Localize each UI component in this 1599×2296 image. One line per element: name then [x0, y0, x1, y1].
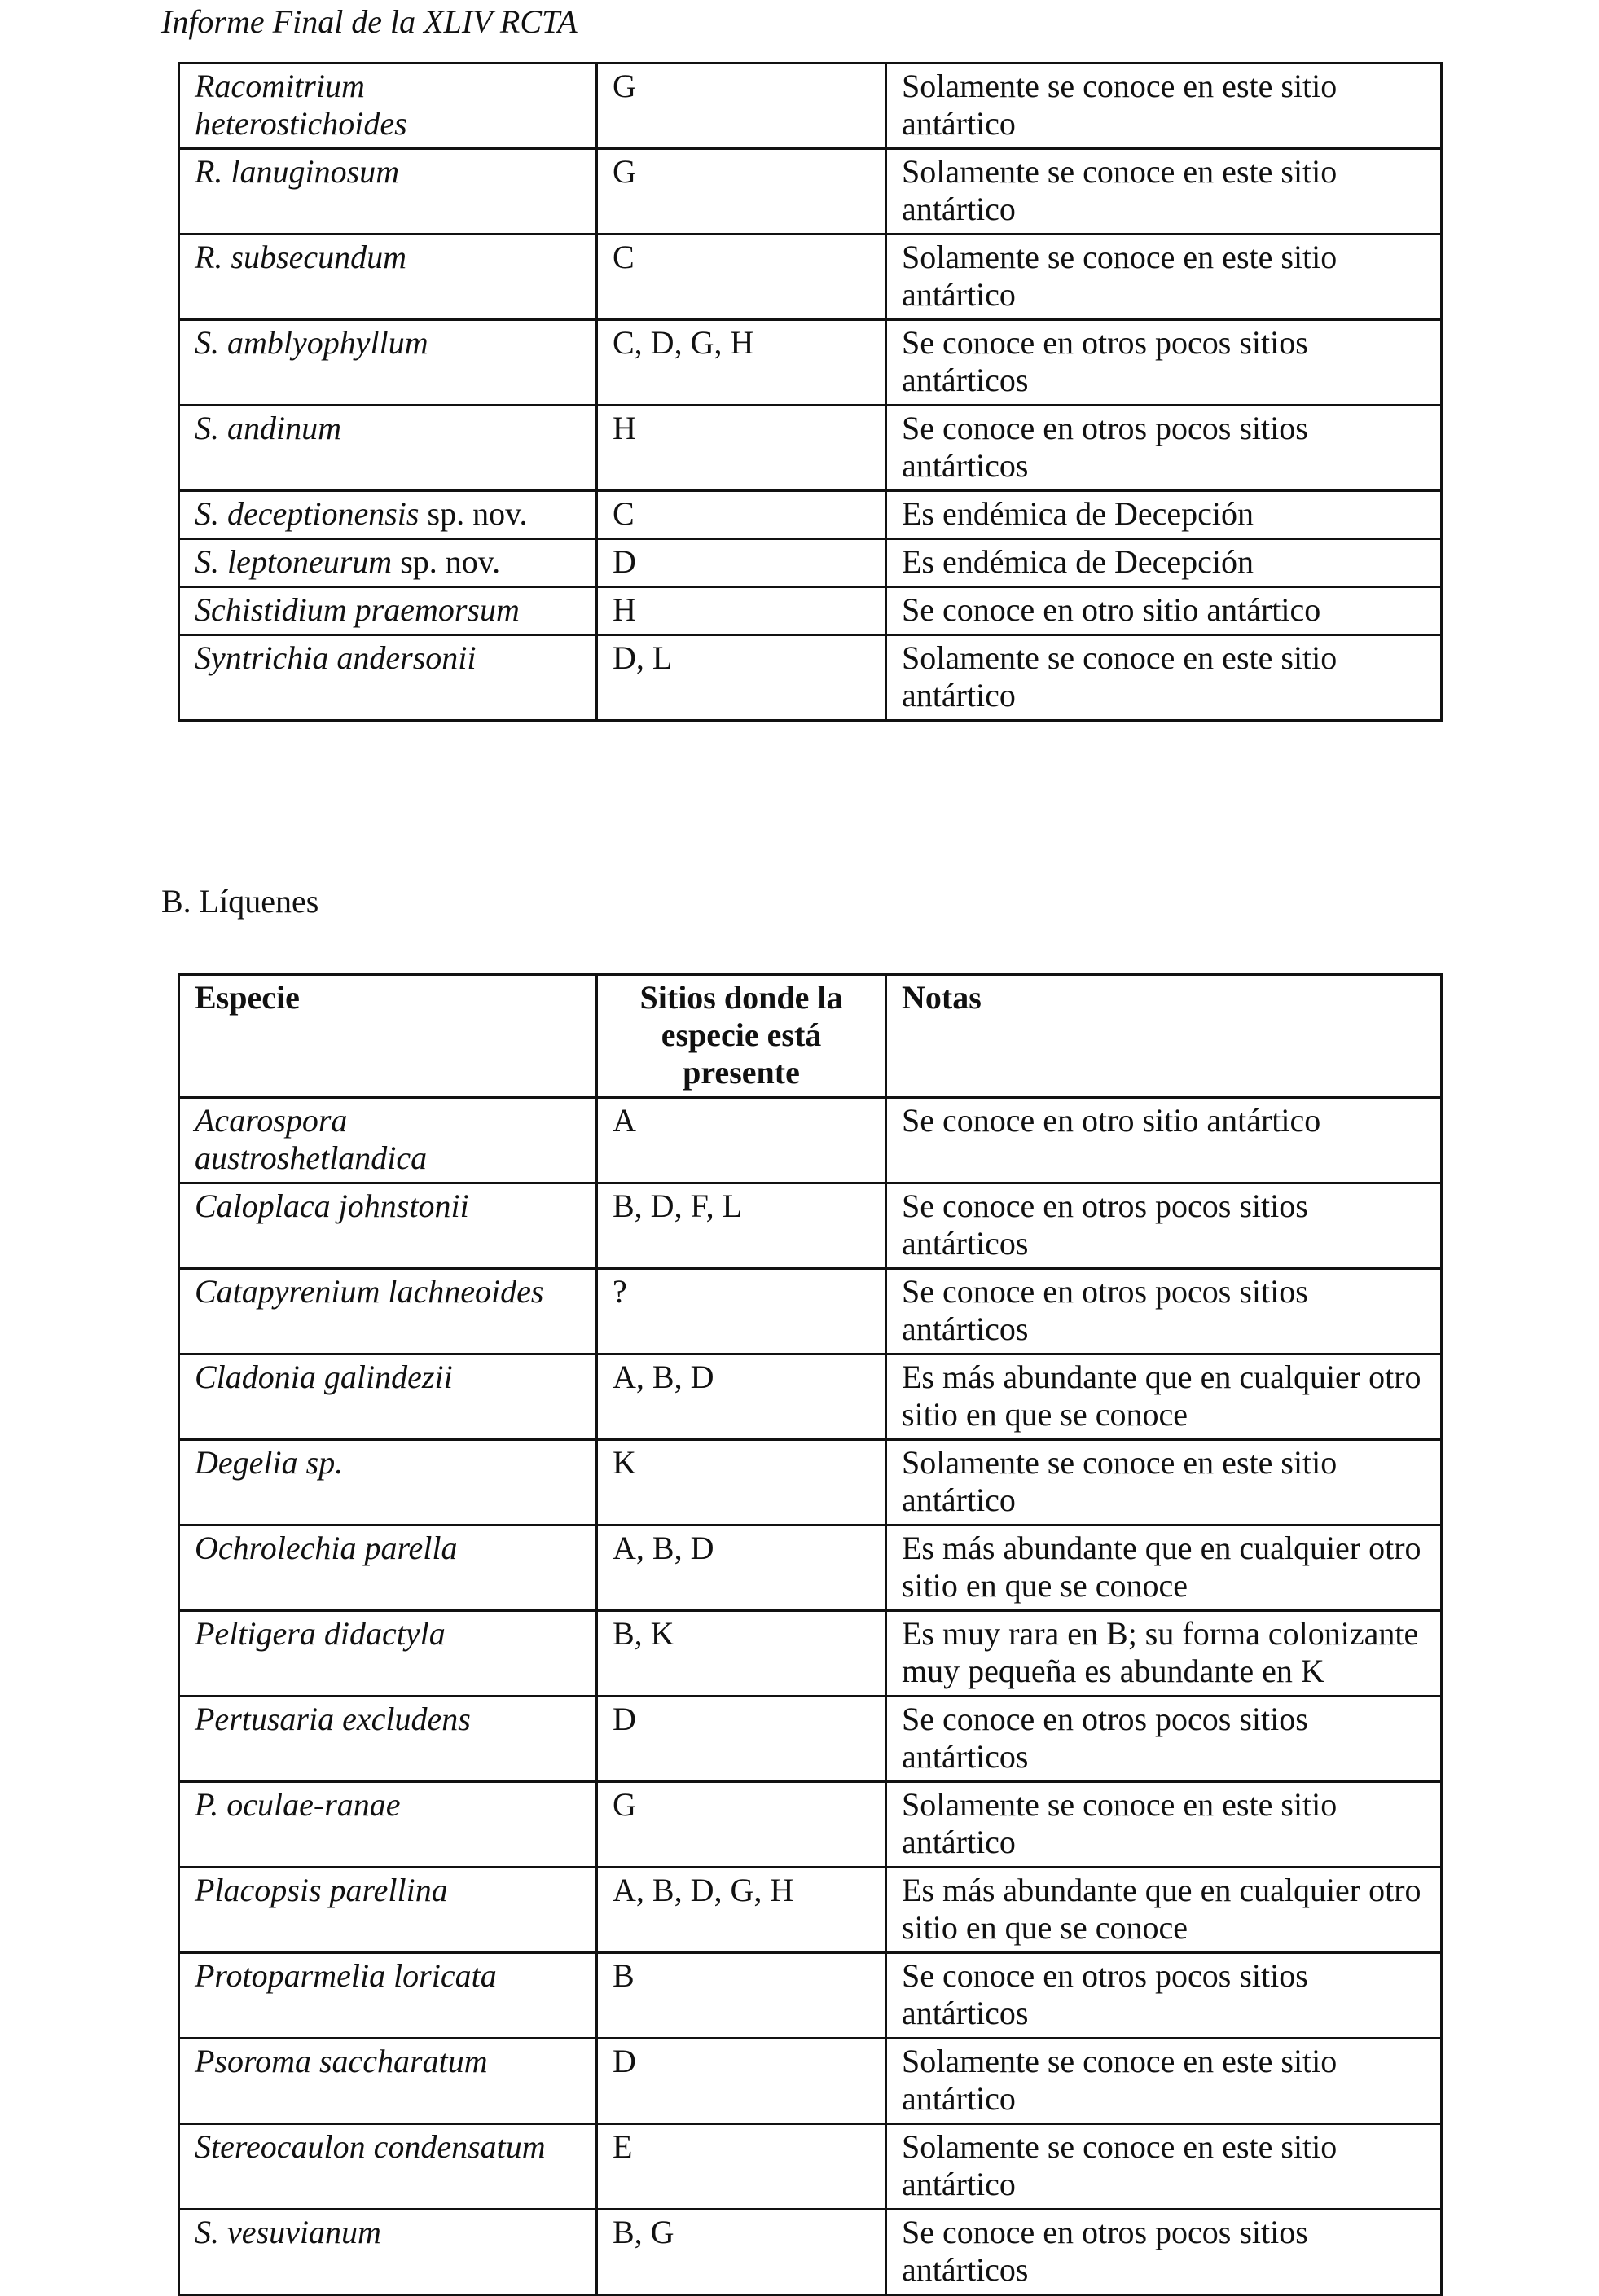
species-name: Racomitrium heterostichoides: [195, 68, 407, 142]
notes-cell: Se conoce en otros pocos sitios antárticos: [886, 1269, 1442, 1354]
notes-cell: Es endémica de Decepción: [886, 539, 1442, 587]
notes-cell: Es endémica de Decepción: [886, 491, 1442, 539]
notes-cell: Es más abundante que en cualquier otro sitio en que se conoce: [886, 1354, 1442, 1440]
sites-cell: B, G: [597, 2210, 886, 2295]
species-name: Degelia sp.: [195, 1444, 344, 1481]
section-title-lichens: B. Líquenes: [161, 883, 319, 920]
table-row: [179, 635, 1442, 721]
table-row: [179, 235, 1442, 320]
table-row: [179, 1183, 1442, 1269]
species-suffix: sp. nov.: [419, 495, 528, 532]
species-name: S. amblyophyllum: [195, 324, 428, 361]
page-header: Informe Final de la XLIV RCTA: [161, 3, 578, 40]
sites-cell: G: [597, 149, 886, 235]
notes-cell: Es más abundante que en cualquier otro sitio en que se conoce: [886, 1868, 1442, 1953]
sites-cell: G: [597, 1782, 886, 1868]
species-cell: [179, 1611, 597, 1697]
table-row: [179, 539, 1442, 587]
sites-cell: ?: [597, 1269, 886, 1354]
notes-cell: Se conoce en otros pocos sitios antárticos: [886, 320, 1442, 406]
notes-cell: Se conoce en otros pocos sitios antárticos: [886, 1183, 1442, 1269]
table-row: [179, 1953, 1442, 2039]
table-row: [179, 2210, 1442, 2295]
notes-cell: Se conoce en otros pocos sitios antárticos: [886, 406, 1442, 491]
header-notes: Notas: [886, 975, 1442, 1098]
species-name: Catapyrenium lachneoides: [195, 1273, 544, 1310]
header-sites: Sitios donde la especie está presente: [597, 975, 886, 1098]
table-row: [179, 1611, 1442, 1697]
species-name: Protoparmelia loricata: [195, 1957, 497, 1994]
table-row: [179, 320, 1442, 406]
header-species: Especie: [179, 975, 597, 1098]
mosses-table: [178, 62, 1443, 722]
sites-cell: H: [597, 587, 886, 635]
species-cell: [179, 1697, 597, 1782]
notes-cell: Se conoce en otro sitio antártico: [886, 587, 1442, 635]
species-cell: [179, 1440, 597, 1526]
table-row: [179, 2039, 1442, 2124]
notes-cell: Solamente se conoce en este sitio antártico: [886, 1782, 1442, 1868]
lichens-table-header: [179, 975, 1442, 1098]
sites-cell: B, D, F, L: [597, 1183, 886, 1269]
species-cell: [179, 1868, 597, 1953]
table-row: [179, 2124, 1442, 2210]
lichens-table-body: [179, 1098, 1442, 2295]
species-suffix: sp. nov.: [392, 543, 501, 580]
notes-cell: Solamente se conoce en este sitio antártico: [886, 1440, 1442, 1526]
mosses-table-body: [179, 64, 1442, 721]
table-row: [179, 1697, 1442, 1782]
species-cell: [179, 1354, 597, 1440]
notes-cell: Se conoce en otros pocos sitios antárticos: [886, 1697, 1442, 1782]
species-name: R. subsecundum: [195, 239, 406, 275]
species-name: Cladonia galindezii: [195, 1359, 453, 1395]
notes-cell: Se conoce en otro sitio antártico: [886, 1098, 1442, 1183]
species-name: Stereocaulon condensatum: [195, 2128, 546, 2165]
species-cell: [179, 539, 597, 587]
species-cell: [179, 1269, 597, 1354]
table-row: [179, 1526, 1442, 1611]
species-cell: [179, 1526, 597, 1611]
sites-cell: B, K: [597, 1611, 886, 1697]
notes-cell: Solamente se conoce en este sitio antártico: [886, 2124, 1442, 2210]
species-cell: [179, 149, 597, 235]
notes-cell: Solamente se conoce en este sitio antártico: [886, 635, 1442, 721]
species-name: P. oculae-ranae: [195, 1786, 401, 1823]
species-name: Syntrichia andersonii: [195, 639, 477, 676]
table-row: [179, 1269, 1442, 1354]
species-name: Schistidium praemorsum: [195, 591, 520, 628]
species-name: Psoroma saccharatum: [195, 2043, 488, 2079]
species-cell: [179, 587, 597, 635]
sites-cell: A, B, D: [597, 1526, 886, 1611]
species-cell: [179, 2124, 597, 2210]
species-name: S. vesuvianum: [195, 2214, 381, 2250]
sites-cell: K: [597, 1440, 886, 1526]
sites-cell: D: [597, 1697, 886, 1782]
species-name: Peltigera didactyla: [195, 1615, 446, 1652]
header-row: [179, 975, 1442, 1098]
table-row: [179, 1440, 1442, 1526]
species-name: R. lanuginosum: [195, 153, 400, 190]
notes-cell: Es muy rara en B; su forma colonizante muy pequeña es abundante en K: [886, 1611, 1442, 1697]
species-cell: [179, 235, 597, 320]
lichens-table: [178, 973, 1443, 2296]
sites-cell: E: [597, 2124, 886, 2210]
species-name: S. deceptionensis: [195, 495, 420, 532]
species-name: Caloplaca johnstonii: [195, 1188, 469, 1224]
species-cell: [179, 2039, 597, 2124]
species-name: Ochrolechia parella: [195, 1530, 458, 1566]
species-cell: [179, 635, 597, 721]
sites-cell: D: [597, 2039, 886, 2124]
species-name: Pertusaria excludens: [195, 1701, 471, 1737]
species-cell: [179, 320, 597, 406]
sites-cell: C, D, G, H: [597, 320, 886, 406]
sites-cell: A, B, D, G, H: [597, 1868, 886, 1953]
species-cell: [179, 1183, 597, 1269]
species-name: S. andinum: [195, 410, 341, 446]
sites-cell: C: [597, 235, 886, 320]
table-row: [179, 1868, 1442, 1953]
species-name: Placopsis parellina: [195, 1872, 448, 1908]
notes-cell: Solamente se conoce en este sitio antártico: [886, 2039, 1442, 2124]
species-cell: [179, 1953, 597, 2039]
sites-cell: D: [597, 539, 886, 587]
species-cell: [179, 491, 597, 539]
species-name: S. leptoneurum: [195, 543, 393, 580]
notes-cell: Se conoce en otros pocos sitios antárticos: [886, 1953, 1442, 2039]
sites-cell: G: [597, 64, 886, 149]
table-row: [179, 64, 1442, 149]
table-row: [179, 1098, 1442, 1183]
notes-cell: Solamente se conoce en este sitio antártico: [886, 149, 1442, 235]
table-row: [179, 406, 1442, 491]
species-cell: [179, 406, 597, 491]
sites-cell: B: [597, 1953, 886, 2039]
table-row: [179, 149, 1442, 235]
notes-cell: Es más abundante que en cualquier otro sitio en que se conoce: [886, 1526, 1442, 1611]
table-row: [179, 587, 1442, 635]
table-row: [179, 1354, 1442, 1440]
sites-cell: A: [597, 1098, 886, 1183]
table-row: [179, 491, 1442, 539]
sites-cell: C: [597, 491, 886, 539]
sites-cell: A, B, D: [597, 1354, 886, 1440]
notes-cell: Solamente se conoce en este sitio antártico: [886, 64, 1442, 149]
species-name: Acarospora austroshetlandica: [195, 1102, 428, 1176]
species-cell: [179, 64, 597, 149]
notes-cell: Se conoce en otros pocos sitios antárticos: [886, 2210, 1442, 2295]
sites-cell: D, L: [597, 635, 886, 721]
notes-cell: Solamente se conoce en este sitio antártico: [886, 235, 1442, 320]
species-cell: [179, 1782, 597, 1868]
table-row: [179, 1782, 1442, 1868]
species-cell: [179, 1098, 597, 1183]
sites-cell: H: [597, 406, 886, 491]
species-cell: [179, 2210, 597, 2295]
